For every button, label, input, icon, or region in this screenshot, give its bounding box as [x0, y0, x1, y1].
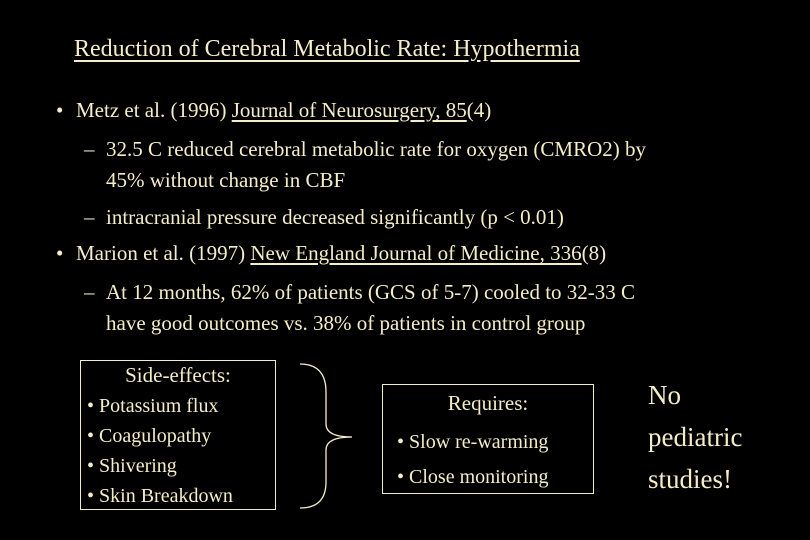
- list-item: • Close monitoring: [397, 466, 549, 488]
- citation-journal: New England Journal of Medicine, 336: [250, 241, 582, 265]
- citation-author: Metz et al. (1996): [76, 98, 232, 122]
- citation-author: Marion et al. (1997): [76, 241, 251, 265]
- no-pediatric-studies-note: No pediatric studies!: [648, 380, 743, 494]
- list-item: • Slow re-warming: [397, 431, 549, 453]
- list-item: • Coagulopathy: [87, 425, 212, 447]
- sub-bullet-continuation: have good outcomes vs. 38% of patients in control group: [106, 311, 586, 335]
- dash-marker: –: [84, 205, 95, 229]
- side-effects-heading: Side-effects:: [125, 363, 231, 387]
- citation-issue: (4): [466, 98, 492, 122]
- slide-title: Reduction of Cerebral Metabolic Rate: Hypothermia: [74, 36, 580, 62]
- dash-marker: –: [84, 280, 95, 304]
- list-item: • Shivering: [87, 455, 177, 477]
- list-item: • Skin Breakdown: [87, 485, 233, 507]
- brace-connector: [296, 362, 356, 512]
- bullet-dot: •: [56, 98, 64, 122]
- citation-issue: (8): [581, 241, 607, 265]
- side-effects-box: [80, 360, 276, 510]
- sub-bullet-continuation: 45% without change in CBF: [106, 168, 346, 192]
- citation-journal: Journal of Neurosurgery, 85: [231, 98, 467, 122]
- bullet-dot: •: [56, 241, 64, 265]
- bullet-marion: [56, 241, 607, 266]
- bullet-metz: [56, 98, 492, 123]
- requires-box: [382, 384, 594, 494]
- list-item: • Potassium flux: [87, 395, 219, 417]
- dash-marker: –: [84, 137, 95, 161]
- sub-bullet: – At 12 months, 62% of patients (GCS of 5-7) cooled to 32-33 C: [84, 280, 636, 304]
- sub-bullet: – intracranial pressure decreased significantly (p < 0.01): [84, 205, 564, 229]
- requires-heading: Requires:: [447, 391, 529, 415]
- sub-bullet: – 32.5 C reduced cerebral metabolic rate for oxygen (CMRO2) by: [84, 137, 646, 161]
